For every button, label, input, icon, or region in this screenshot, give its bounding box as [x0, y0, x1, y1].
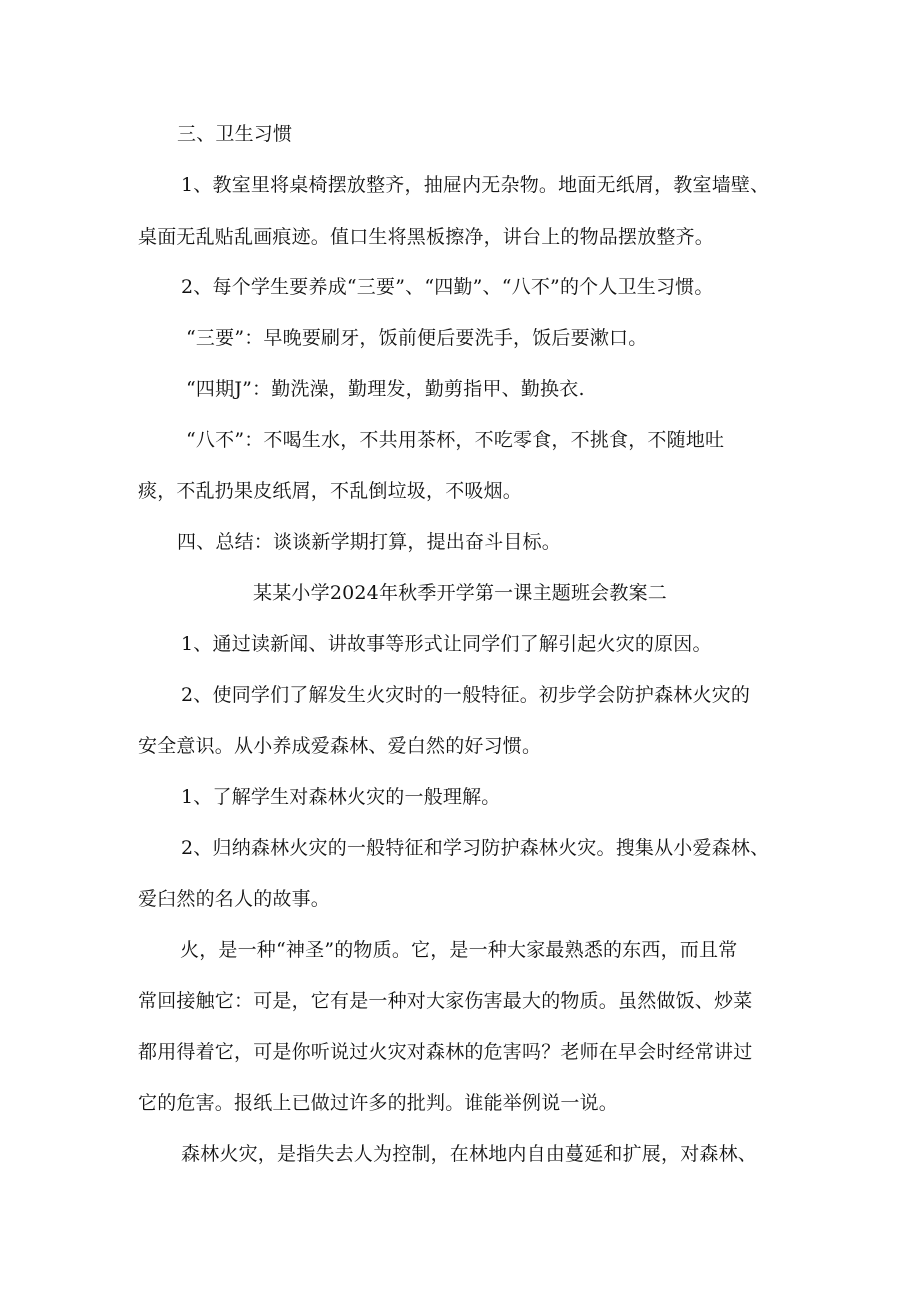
paragraph-line: 1、通过读新闻、讲故事等形式让同学们了解引起火灾的原因。 [181, 633, 712, 655]
paragraph-line: 爱臼然的名人的故事。 [138, 888, 331, 910]
paragraph-line: “八不”：不喝生水，不共用茶杯，不吃零食，不挑食，不随地吐 [186, 429, 725, 451]
section-heading-hygiene: 三、卫生习惯 [177, 123, 293, 145]
document-title: 某某小学2024年秋季开学第一课主题班会教案二 [253, 582, 667, 604]
section-heading-summary: 四、总结：谈谈新学期打算，提出奋斗目标。 [177, 531, 562, 553]
paragraph-line: 桌面无乱贴乱画痕迹。值口生将黑板擦净，讲台上的物品摆放整齐。 [138, 226, 715, 248]
paragraph-line: “三要”：早晚要刷牙，饭前便后要洗手，饭后要漱口。 [186, 327, 648, 349]
paragraph-line: 常回接触它：可是，它有是一种对大家伤害最大的物质。虽然做饭、炒菜 [138, 990, 753, 1012]
paragraph-line: 森林火灾，是指失去人为控制，在林地内自由蔓延和扩展，对森林、 [181, 1143, 758, 1165]
paragraph-line: 痰，不乱扔果皮纸屑，不乱倒垃圾，不吸烟。 [138, 480, 523, 502]
paragraph-line: 安全意识。从小养成爱森林、爱白然的好习惯。 [138, 735, 542, 757]
paragraph-line: 1、了解学生对森林火灾的一般理解。 [181, 786, 501, 808]
paragraph-line: 2、使同学们了解发生火灾时的一般特征。初步学会防护森林火灾的 [181, 684, 751, 706]
paragraph-line: 都用得着它，可是你听说过火灾对森林的危害吗？老师在早会时经常讲过 [138, 1041, 753, 1063]
paragraph-line: 2、归纳森林火灾的一般特征和学习防护森林火灾。搜集从小爱森林、 [181, 837, 770, 859]
paragraph-line: “四期J”：勤洗澡，勤理发，勤剪指甲、勤换衣. [186, 378, 585, 400]
paragraph-line: 火，是一种“神圣”的物质。它，是一种大家最熟悉的东西，而且常 [180, 939, 738, 961]
paragraph-line: 它的危害。报纸上已做过许多的批判。谁能举例说一说。 [138, 1092, 619, 1114]
paragraph-line: 2、每个学生要养成“三要”、“四勤”、“八不”的个人卫生习惯。 [181, 276, 714, 298]
paragraph-line: 1、教室里将桌椅摆放整齐，抽屉内无杂物。地面无纸屑，教室墙壁、 [181, 174, 770, 196]
